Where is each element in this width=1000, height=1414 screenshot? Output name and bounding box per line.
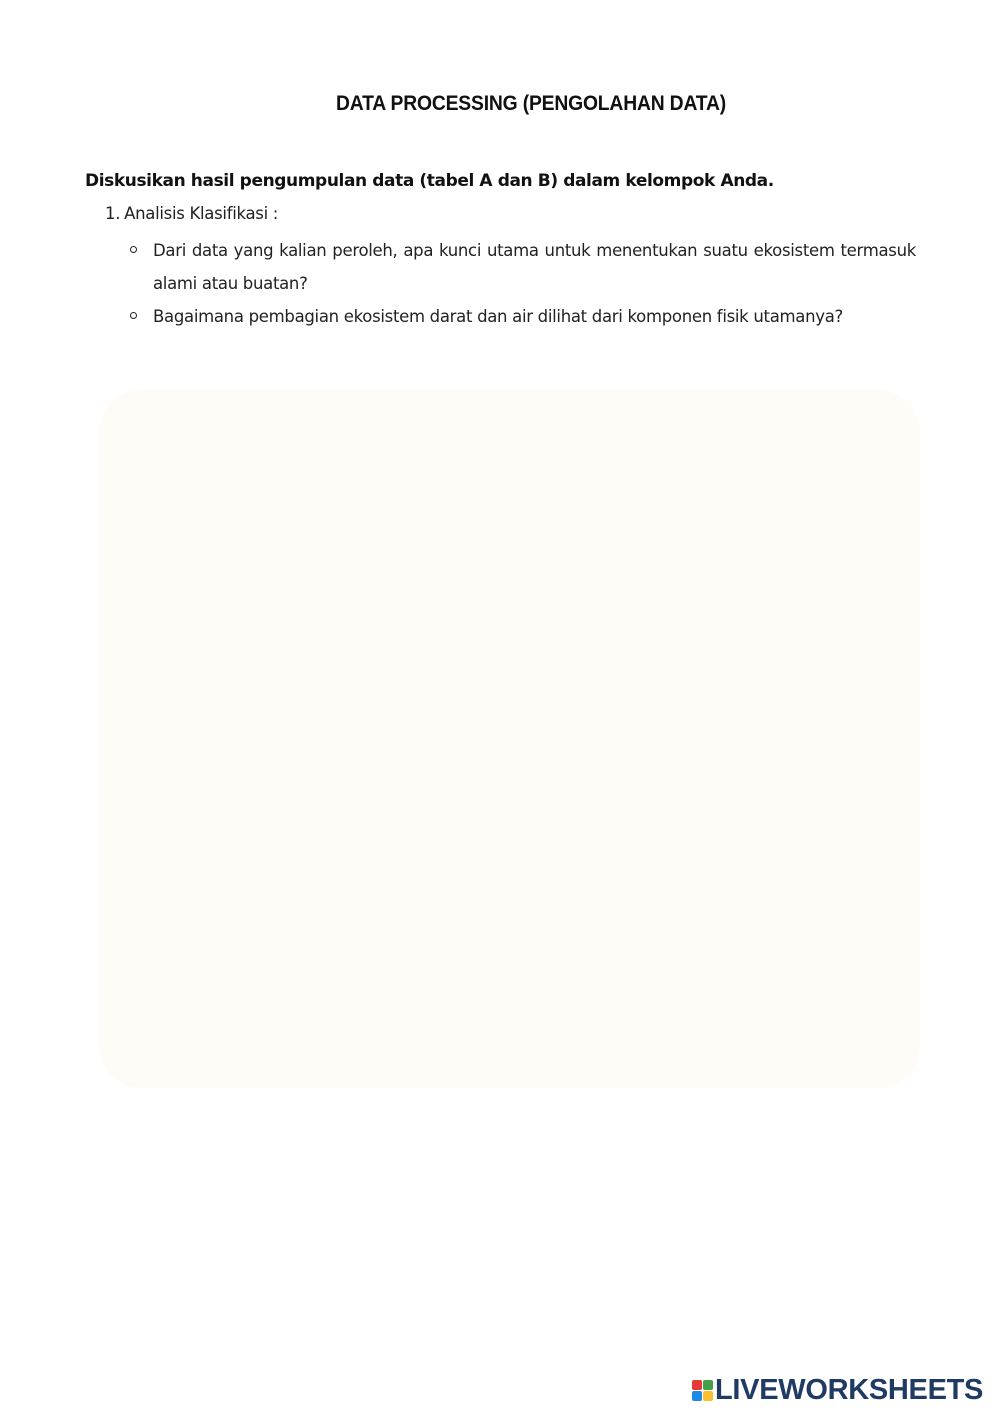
brand-name: LIVEWORKSHEETS bbox=[715, 1373, 984, 1406]
instruction-text: Diskusikan hasil pengumpulan data (tabel A dan B) dalam kelompok Anda. bbox=[85, 171, 774, 191]
hollow-bullet-icon bbox=[130, 312, 137, 319]
liveworksheets-logo bbox=[692, 1372, 983, 1408]
logo-square-v bbox=[692, 1391, 702, 1401]
logo-square-e bbox=[703, 1391, 713, 1401]
hollow-bullet-icon bbox=[130, 246, 137, 253]
question-number: 1. bbox=[105, 204, 121, 223]
sub-question-text: Dari data yang kalian peroleh, apa kunci utama untuk menentukan suatu ekosistem termasuk alami atau buatan? bbox=[153, 241, 916, 293]
answer-input-area[interactable] bbox=[99, 390, 920, 1088]
sub-question-list bbox=[128, 234, 916, 333]
page-title: DATA PROCESSING (PENGOLAHAN DATA) bbox=[336, 92, 726, 115]
sub-question-item bbox=[128, 234, 916, 300]
logo-square-i bbox=[703, 1380, 713, 1390]
liveworksheets-logo-icon bbox=[692, 1380, 713, 1401]
sub-question-item bbox=[128, 300, 916, 333]
question-heading bbox=[105, 204, 278, 223]
question-label: Analisis Klasifikasi : bbox=[124, 204, 279, 223]
sub-question-text: Bagaimana pembagian ekosistem darat dan air dilihat dari komponen fisik utamanya? bbox=[153, 307, 843, 326]
logo-square-l bbox=[692, 1380, 702, 1390]
